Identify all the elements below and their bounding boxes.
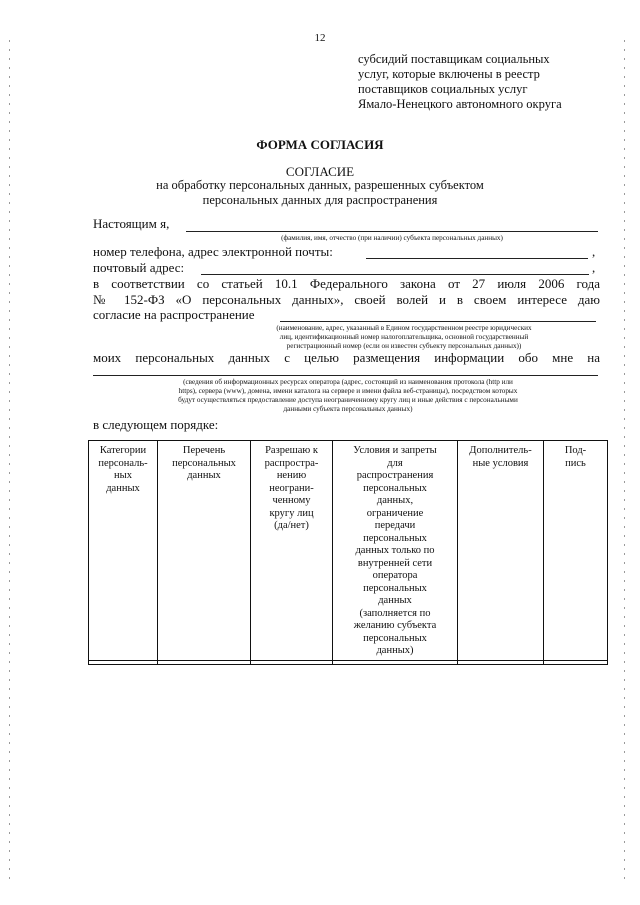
resource-caption-line: https), сервера (www), домена, имени каталога на сервере и имени файла веб-страницы), посредством которых: [178, 387, 518, 395]
consent-subtitle-line: персональных данных для распространения: [202, 193, 438, 207]
phone-email-comma: ,: [592, 244, 596, 259]
resource-field[interactable]: [93, 375, 598, 376]
consent-line: согласие на распространение: [93, 307, 255, 322]
phone-email-label: номер телефона, адрес электронной почты:: [93, 244, 333, 259]
postal-label: почтовый адрес:: [93, 260, 185, 275]
table-cell[interactable]: [458, 660, 544, 664]
full-name-caption: (фамилия, имя, отчество (при наличии) субъекта персональных данных): [281, 234, 503, 242]
postal-address-field[interactable]: [201, 274, 589, 275]
operator-caption-line: (наименование, адрес, указанный в Едином государственном реестре юридических: [276, 324, 532, 332]
operator-caption-line: регистрационный номер (если он известен субъекту персональных данных)): [286, 342, 522, 350]
table-cell[interactable]: [544, 660, 608, 664]
page-number: 12: [314, 32, 326, 44]
header-note-line: субсидий поставщикам социальных: [358, 52, 550, 66]
resource-caption-line: (сведения об информационных ресурсах оператора (адрес, состоящий из наименования протокола (http или: [183, 378, 513, 386]
column-header-categories: Категории персональ- ных данных: [89, 441, 158, 661]
operator-caption: [210, 324, 598, 351]
column-header-signature: Под- пись: [544, 441, 608, 661]
column-header-conditions: Условия и запреты для распространения персональных данных, ограничение передачи персональных данных только по внутренней сети оператора персональных данных (заполняется по желанию субъекта персональных данных): [333, 441, 458, 661]
law-line-1: в соответствии со статьей 10.1 Федерального закона от 27 июля 2006 года: [93, 276, 600, 291]
header-note: [358, 52, 562, 112]
table-cell[interactable]: [333, 660, 458, 664]
header-note-line: услуг, которые включены в реестр: [358, 67, 540, 81]
intro-label: Настоящим я,: [93, 216, 170, 231]
resource-caption: [93, 378, 603, 414]
purpose-line: моих персональных данных с целью размещения информации обо мне на: [93, 350, 600, 365]
column-header-data-list: Перечень персональных данных: [158, 441, 251, 661]
postal-comma: ,: [592, 260, 596, 275]
table-cell[interactable]: [251, 660, 333, 664]
table-row: [89, 660, 608, 664]
consent-title: СОГЛАСИЕ: [285, 164, 355, 179]
order-line: в следующем порядке:: [93, 417, 219, 432]
table-header-row: [89, 441, 608, 661]
consent-subtitle: [120, 178, 520, 208]
column-header-permission: Разрешаю к распростра- нению неограни- ченному кругу лиц (да/нет): [251, 441, 333, 661]
operator-caption-line: лиц, идентификационный номер налогоплательщика, основной государственный: [279, 333, 529, 341]
table-cell[interactable]: [158, 660, 251, 664]
consent-table: [88, 440, 608, 665]
resource-caption-line: данными субъекта персональных данных): [283, 405, 413, 413]
column-header-additional-conditions: Дополнитель- ные условия: [458, 441, 544, 661]
table-cell[interactable]: [89, 660, 158, 664]
consent-subtitle-line: на обработку персональных данных, разрешенных субъектом: [156, 178, 484, 192]
full-name-field[interactable]: [186, 231, 598, 232]
operator-field[interactable]: [280, 321, 596, 322]
resource-caption-line: будут осуществляться предоставление доступа неограниченному кругу лиц и иные действия с персональными: [178, 396, 518, 404]
phone-email-field[interactable]: [366, 258, 588, 259]
form-title: ФОРМА СОГЛАСИЯ: [256, 137, 384, 152]
header-note-line: Ямало-Ненецкого автономного округа: [358, 97, 562, 111]
header-note-line: поставщиков социальных услуг: [358, 82, 528, 96]
law-line-2: № 152-ФЗ «О персональных данных», своей волей и в своем интересе даю: [93, 292, 600, 307]
